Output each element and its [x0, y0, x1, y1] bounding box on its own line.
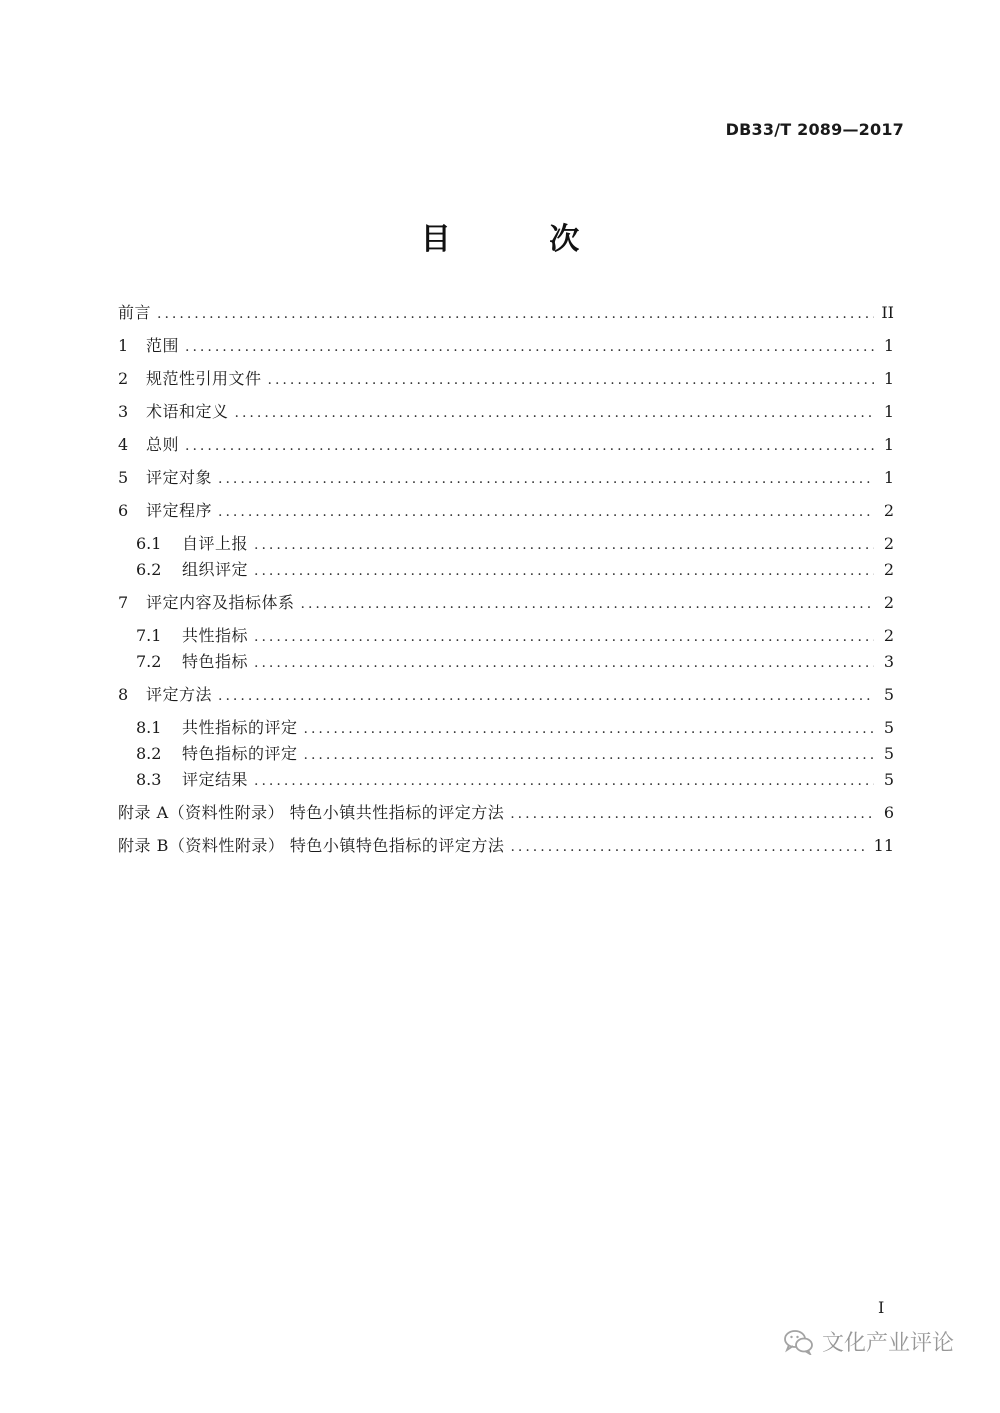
toc-entry-page: 1: [883, 402, 894, 421]
toc-leader-dots: [254, 652, 874, 674]
page-title: 目 次: [420, 222, 624, 257]
toc-entry[interactable]: [118, 335, 894, 357]
toc-entry[interactable]: [118, 743, 894, 765]
toc-entry[interactable]: [118, 401, 894, 423]
toc-entry-page: 1: [883, 468, 894, 487]
toc-entry-label: 评定方法: [146, 685, 213, 704]
toc-entry[interactable]: [118, 717, 894, 739]
watermark: [784, 1326, 954, 1357]
toc-entry-page: 2: [883, 534, 894, 553]
toc-entry-number: 8.3: [136, 770, 162, 789]
toc-leader-dots: [301, 593, 874, 615]
toc-entry-page: 2: [883, 560, 894, 579]
toc-entry-label: 规范性引用文件: [146, 369, 262, 388]
toc-entry-page: II: [881, 303, 894, 322]
toc-entry-number: 8.2: [136, 744, 162, 763]
toc-leader-dots: [157, 303, 874, 325]
toc-entry-page: 5: [883, 770, 894, 789]
toc-entry-page: 11: [873, 836, 894, 855]
toc-entry[interactable]: [118, 368, 894, 390]
standard-code: DB33/T 2089—2017: [725, 120, 904, 139]
toc-entry-label: 附录 B（资料性附录） 特色小镇特色指标的评定方法: [118, 836, 505, 855]
toc-entry-label: 总则: [146, 435, 180, 454]
toc-leader-dots: [185, 336, 874, 358]
toc-entry-label: 共性指标: [182, 626, 249, 645]
toc-entry[interactable]: [118, 533, 894, 555]
toc-entry-number: 6.2: [136, 560, 162, 579]
toc-leader-dots: [218, 468, 874, 490]
table-of-contents: [118, 302, 894, 868]
toc-entry[interactable]: [118, 302, 894, 324]
toc-entry-label: 术语和定义: [146, 402, 229, 421]
toc-entry-page: 5: [883, 718, 894, 737]
toc-entry[interactable]: [118, 625, 894, 647]
toc-leader-dots: [254, 560, 874, 582]
toc-leader-dots: [254, 770, 874, 792]
toc-entry-number: 7.2: [136, 652, 162, 671]
toc-leader-dots: [254, 626, 874, 648]
watermark-text: 文化产业评论: [822, 1331, 955, 1356]
toc-entry-page: 3: [883, 652, 894, 671]
toc-leader-dots: [235, 402, 874, 424]
toc-entry[interactable]: [118, 769, 894, 791]
toc-entry-number: 3: [118, 402, 129, 421]
toc-leader-dots: [304, 718, 874, 740]
wechat-icon: [784, 1329, 814, 1355]
toc-entry-number: 1: [118, 336, 129, 355]
toc-entry-label: 评定对象: [146, 468, 213, 487]
toc-entry-number: 4: [118, 435, 129, 454]
toc-entry-page: 5: [883, 685, 894, 704]
toc-entry[interactable]: [118, 434, 894, 456]
toc-entry-label: 附录 A（资料性附录） 特色小镇共性指标的评定方法: [118, 803, 505, 822]
toc-leader-dots: [185, 435, 874, 457]
toc-leader-dots: [218, 501, 874, 523]
toc-entry-number: 6: [118, 501, 129, 520]
toc-entry-page: 2: [883, 501, 894, 520]
toc-entry-page: 2: [883, 593, 894, 612]
toc-entry-number: 6.1: [136, 534, 162, 553]
toc-entry-number: 7.1: [136, 626, 162, 645]
toc-entry-page: 5: [883, 744, 894, 763]
toc-entry-number: 5: [118, 468, 129, 487]
toc-entry-label: 范围: [146, 336, 180, 355]
toc-leader-dots: [268, 369, 874, 391]
toc-entry-number: 2: [118, 369, 129, 388]
toc-entry-page: 2: [883, 626, 894, 645]
toc-entry-label: 自评上报: [182, 534, 249, 553]
toc-entry[interactable]: [118, 500, 894, 522]
toc-entry-page: 6: [883, 803, 894, 822]
toc-entry-label: 特色指标: [182, 652, 249, 671]
toc-entry-label: 前言: [118, 303, 152, 322]
toc-entry-label: 评定结果: [182, 770, 249, 789]
toc-leader-dots: [254, 534, 874, 556]
page-number: I: [878, 1298, 885, 1317]
toc-entry[interactable]: [118, 835, 894, 857]
toc-entry[interactable]: [118, 559, 894, 581]
toc-leader-dots: [218, 685, 874, 707]
toc-entry-label: 评定程序: [146, 501, 213, 520]
toc-entry-page: 1: [883, 369, 894, 388]
toc-entry[interactable]: [118, 802, 894, 824]
toc-leader-dots: [510, 803, 874, 825]
toc-entry-label: 组织评定: [182, 560, 249, 579]
toc-entry[interactable]: [118, 592, 894, 614]
toc-entry[interactable]: [118, 467, 894, 489]
toc-entry[interactable]: [118, 651, 894, 673]
toc-entry[interactable]: [118, 684, 894, 706]
toc-entry-page: 1: [883, 435, 894, 454]
toc-entry-number: 8: [118, 685, 129, 704]
toc-entry-label: 共性指标的评定: [182, 718, 298, 737]
toc-entry-label: 评定内容及指标体系: [146, 593, 295, 612]
toc-entry-number: 8.1: [136, 718, 162, 737]
toc-entry-label: 特色指标的评定: [182, 744, 298, 763]
toc-entry-page: 1: [883, 336, 894, 355]
toc-leader-dots: [304, 744, 874, 766]
toc-leader-dots: [510, 836, 867, 858]
toc-entry-number: 7: [118, 593, 129, 612]
